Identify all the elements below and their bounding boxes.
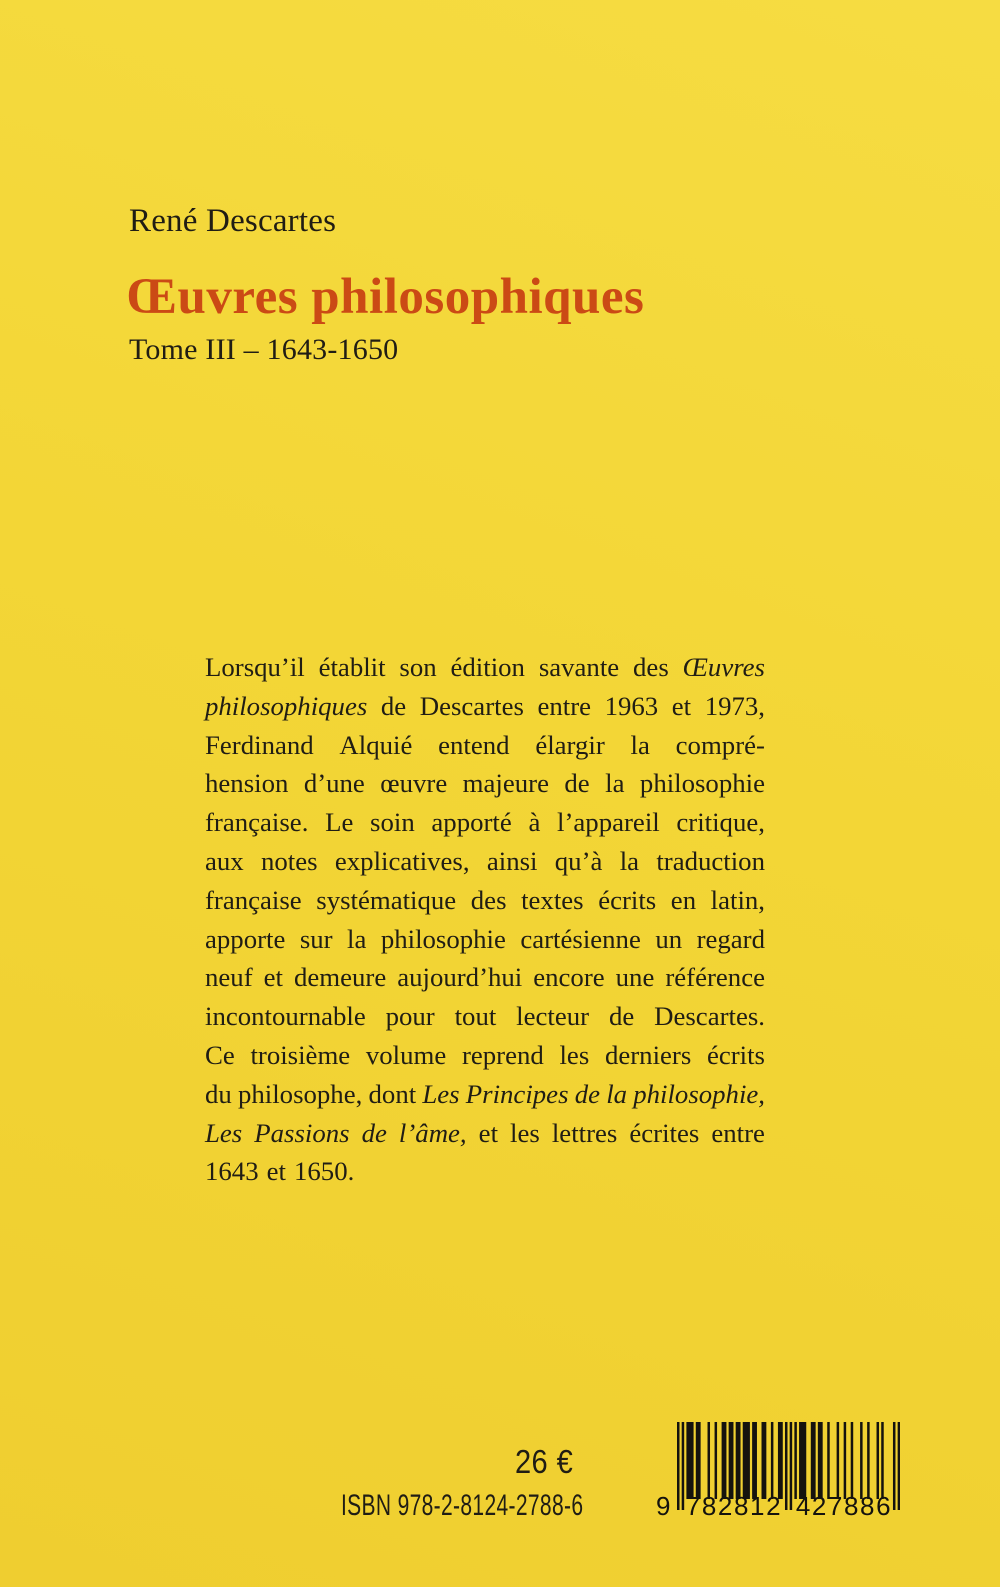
body-word: à (528, 807, 541, 838)
body-word: de (564, 768, 590, 799)
body-word: soin (370, 807, 415, 838)
body-line (205, 1036, 765, 1075)
body-line (205, 958, 765, 997)
author-name: René Descartes (129, 203, 337, 239)
body-word: textes (521, 884, 584, 915)
barcode-digits-right: 427886 (795, 1491, 893, 1521)
body-word: traduction (656, 845, 765, 876)
body-word: critique, (676, 807, 765, 838)
body-word: regard (696, 923, 765, 954)
body-word: les (510, 1117, 540, 1148)
body-word: écrits (706, 1039, 765, 1070)
body-word: entre (711, 1117, 765, 1148)
body-word: d’une (303, 768, 365, 799)
body-word-italic: Les (205, 1117, 243, 1148)
body-line (205, 764, 765, 803)
body-word: derniers (604, 1039, 692, 1070)
body-word: philosophie (639, 768, 765, 799)
body-word: lettres (551, 1117, 618, 1148)
body-word: aujourd’hui (397, 962, 523, 993)
body-word: un (655, 923, 683, 954)
body-line (205, 1075, 765, 1114)
body-word: Alquié (339, 729, 413, 760)
body-word: établit (318, 652, 386, 682)
body-word: française (205, 884, 302, 915)
body-word-italic: de (361, 1117, 387, 1148)
body-word: la (619, 845, 640, 876)
body-word: incontournable (205, 1001, 366, 1032)
book-title: Œuvres philosophiques (126, 269, 645, 325)
body-word: entre (537, 690, 592, 721)
body-word: la (605, 768, 625, 799)
body-word: des (470, 884, 507, 915)
body-word-italic: Passions (254, 1117, 350, 1148)
body-line (205, 1152, 765, 1191)
body-word: lecteur (516, 1001, 590, 1032)
body-word: de (380, 690, 407, 721)
body-word: volume (365, 1039, 447, 1070)
body-word: cartésienne (520, 923, 641, 954)
body-word: entend (438, 729, 510, 760)
body-word: 1643 (205, 1156, 259, 1187)
body-word: son (399, 652, 437, 682)
body-word: les (559, 1039, 590, 1070)
body-word: et (671, 690, 692, 721)
body-word: Descartes. (654, 1001, 765, 1032)
body-word: 1650. (294, 1156, 355, 1187)
body-word-italic: philosophiques (205, 690, 368, 721)
isbn-value: ISBN 978-2-8124-2788-6 (341, 1489, 584, 1522)
body-word: élargir (535, 729, 605, 760)
body-line (205, 881, 765, 920)
body-word: majeure (462, 768, 549, 799)
body-word: ainsi (486, 845, 538, 876)
body-word: neuf (205, 962, 253, 993)
body-word: 1973, (704, 690, 765, 721)
body-word-italic: la (606, 1078, 628, 1109)
body-word: aux (205, 845, 244, 876)
body-word: Ferdinand (205, 729, 314, 760)
body-word-italic: philosophie, (633, 1078, 765, 1109)
body-word: reprend (461, 1039, 544, 1070)
body-line (205, 842, 765, 881)
body-word: hension (205, 768, 289, 799)
body-word: 1963 (604, 690, 659, 721)
body-word: explicatives, (334, 845, 470, 876)
body-word-italic: Les (422, 1078, 460, 1109)
body-word-italic: l’âme, (398, 1117, 467, 1148)
body-word: des (633, 652, 669, 682)
price (340, 1444, 573, 1480)
body-word: apporte (205, 923, 286, 954)
body-word: demeure (293, 962, 387, 993)
body-word: écrites (629, 1117, 700, 1148)
body-word: savante (538, 652, 620, 682)
body-word: systématique (316, 884, 457, 915)
body-word: et (478, 1117, 499, 1148)
body-word: latin, (710, 884, 765, 915)
body-word: Lorsqu’il (205, 652, 305, 682)
body-line (205, 803, 765, 842)
body-word: notes (261, 845, 318, 876)
body-word: la (347, 923, 367, 954)
body-line (205, 687, 765, 726)
body-word: sur (299, 923, 333, 954)
body-word: une (615, 962, 655, 993)
body-word: apporté (431, 807, 512, 838)
barcode-digit-leading: 9 (656, 1491, 671, 1521)
body-text (205, 648, 765, 1191)
body-word: tout (454, 1001, 497, 1032)
body-word: philosophie (380, 923, 506, 954)
body-word: compré- (675, 729, 765, 760)
body-word-italic: Œuvres (682, 652, 765, 682)
body-word: la (630, 729, 650, 760)
body-line (205, 920, 765, 959)
body-word: qu’à (554, 845, 603, 876)
body-word: écrits (598, 884, 657, 915)
body-word: Le (325, 807, 354, 838)
body-word: troisième (250, 1039, 351, 1070)
barcode-digits-left: 782812 (685, 1491, 783, 1521)
ean13-barcode (656, 1422, 900, 1522)
body-word: de (608, 1001, 635, 1032)
body-word: encore (533, 962, 605, 993)
body-word: œuvre (380, 768, 448, 799)
body-line (205, 997, 765, 1036)
body-line (205, 726, 765, 765)
body-word: Ce (205, 1039, 235, 1070)
body-word: Descartes (419, 690, 524, 721)
body-word: et (263, 962, 283, 993)
body-word: en (670, 884, 697, 915)
body-word: et (266, 1156, 286, 1187)
body-word: du (205, 1078, 232, 1109)
body-word: dont (368, 1078, 417, 1109)
body-line (205, 648, 765, 687)
body-word: française. (205, 807, 309, 838)
body-word: édition (450, 652, 525, 682)
body-line (205, 1114, 765, 1153)
volume-subtitle: Tome III – 1643-1650 (129, 333, 399, 366)
body-word: référence (665, 962, 765, 993)
price-value: 26 € (514, 1443, 573, 1480)
body-word-italic: de (574, 1078, 600, 1109)
body-word: pour (385, 1001, 435, 1032)
body-word: philosophe, (238, 1078, 363, 1109)
body-word: l’appareil (557, 807, 660, 838)
body-word-italic: Principes (465, 1078, 569, 1109)
